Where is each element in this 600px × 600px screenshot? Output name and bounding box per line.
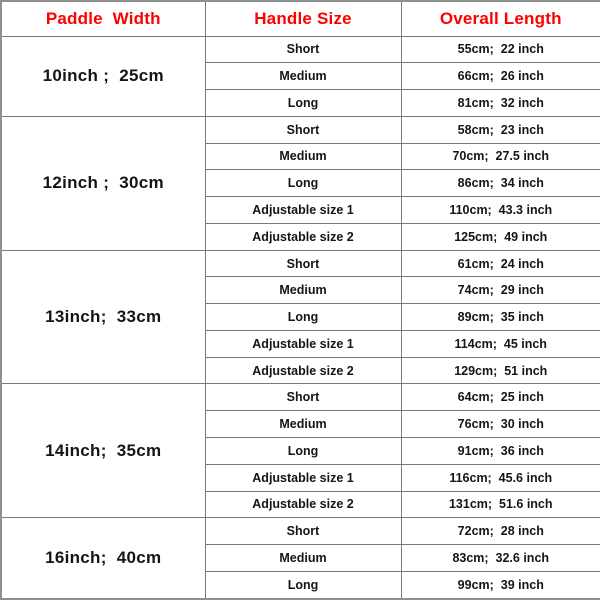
overall-length-cell: 86cm; 34 inch [401, 170, 600, 197]
handle-size-cell: Long [205, 90, 401, 117]
overall-length-cell: 89cm; 35 inch [401, 304, 600, 331]
overall-length-cell: 55cm; 22 inch [401, 36, 600, 63]
paddle-width-cell: 14inch; 35cm [1, 384, 205, 518]
paddle-width-cell: 16inch; 40cm [1, 518, 205, 599]
handle-size-cell: Long [205, 170, 401, 197]
handle-size-cell: Short [205, 36, 401, 63]
table-row [1, 384, 600, 411]
overall-length-cell: 70cm; 27.5 inch [401, 143, 600, 170]
handle-size-cell: Medium [205, 411, 401, 438]
header-row [1, 1, 600, 36]
overall-length-cell: 58cm; 23 inch [401, 116, 600, 143]
header-paddle-width: Paddle Width [1, 1, 205, 36]
overall-length-cell: 72cm; 28 inch [401, 518, 600, 545]
handle-size-cell: Short [205, 116, 401, 143]
paddle-width-cell: 12inch ; 30cm [1, 116, 205, 250]
handle-size-cell: Adjustable size 1 [205, 197, 401, 224]
overall-length-cell: 99cm; 39 inch [401, 571, 600, 599]
handle-size-cell: Medium [205, 545, 401, 572]
handle-size-cell: Long [205, 304, 401, 331]
handle-size-cell: Adjustable size 2 [205, 491, 401, 518]
overall-length-cell: 81cm; 32 inch [401, 90, 600, 117]
handle-size-cell: Medium [205, 143, 401, 170]
overall-length-cell: 129cm; 51 inch [401, 357, 600, 384]
overall-length-cell: 114cm; 45 inch [401, 330, 600, 357]
handle-size-cell: Adjustable size 2 [205, 357, 401, 384]
handle-size-cell: Medium [205, 63, 401, 90]
overall-length-cell: 125cm; 49 inch [401, 223, 600, 250]
paddle-width-cell: 10inch ; 25cm [1, 36, 205, 116]
table-row [1, 250, 600, 277]
handle-size-cell: Adjustable size 2 [205, 223, 401, 250]
header-handle-size: Handle Size [205, 1, 401, 36]
paddle-width-cell: 13inch; 33cm [1, 250, 205, 384]
table-body [1, 36, 600, 599]
handle-size-cell: Long [205, 571, 401, 599]
handle-size-cell: Medium [205, 277, 401, 304]
handle-size-cell: Short [205, 518, 401, 545]
handle-size-cell: Short [205, 384, 401, 411]
overall-length-cell: 110cm; 43.3 inch [401, 197, 600, 224]
overall-length-cell: 116cm; 45.6 inch [401, 464, 600, 491]
table-row [1, 518, 600, 545]
table-row [1, 116, 600, 143]
overall-length-cell: 83cm; 32.6 inch [401, 545, 600, 572]
handle-size-cell: Long [205, 437, 401, 464]
overall-length-cell: 91cm; 36 inch [401, 437, 600, 464]
overall-length-cell: 61cm; 24 inch [401, 250, 600, 277]
overall-length-cell: 131cm; 51.6 inch [401, 491, 600, 518]
overall-length-cell: 66cm; 26 inch [401, 63, 600, 90]
handle-size-cell: Adjustable size 1 [205, 330, 401, 357]
overall-length-cell: 64cm; 25 inch [401, 384, 600, 411]
handle-size-cell: Adjustable size 1 [205, 464, 401, 491]
overall-length-cell: 76cm; 30 inch [401, 411, 600, 438]
overall-length-cell: 74cm; 29 inch [401, 277, 600, 304]
handle-size-cell: Short [205, 250, 401, 277]
header-overall-length: Overall Length [401, 1, 600, 36]
table-row [1, 36, 600, 63]
